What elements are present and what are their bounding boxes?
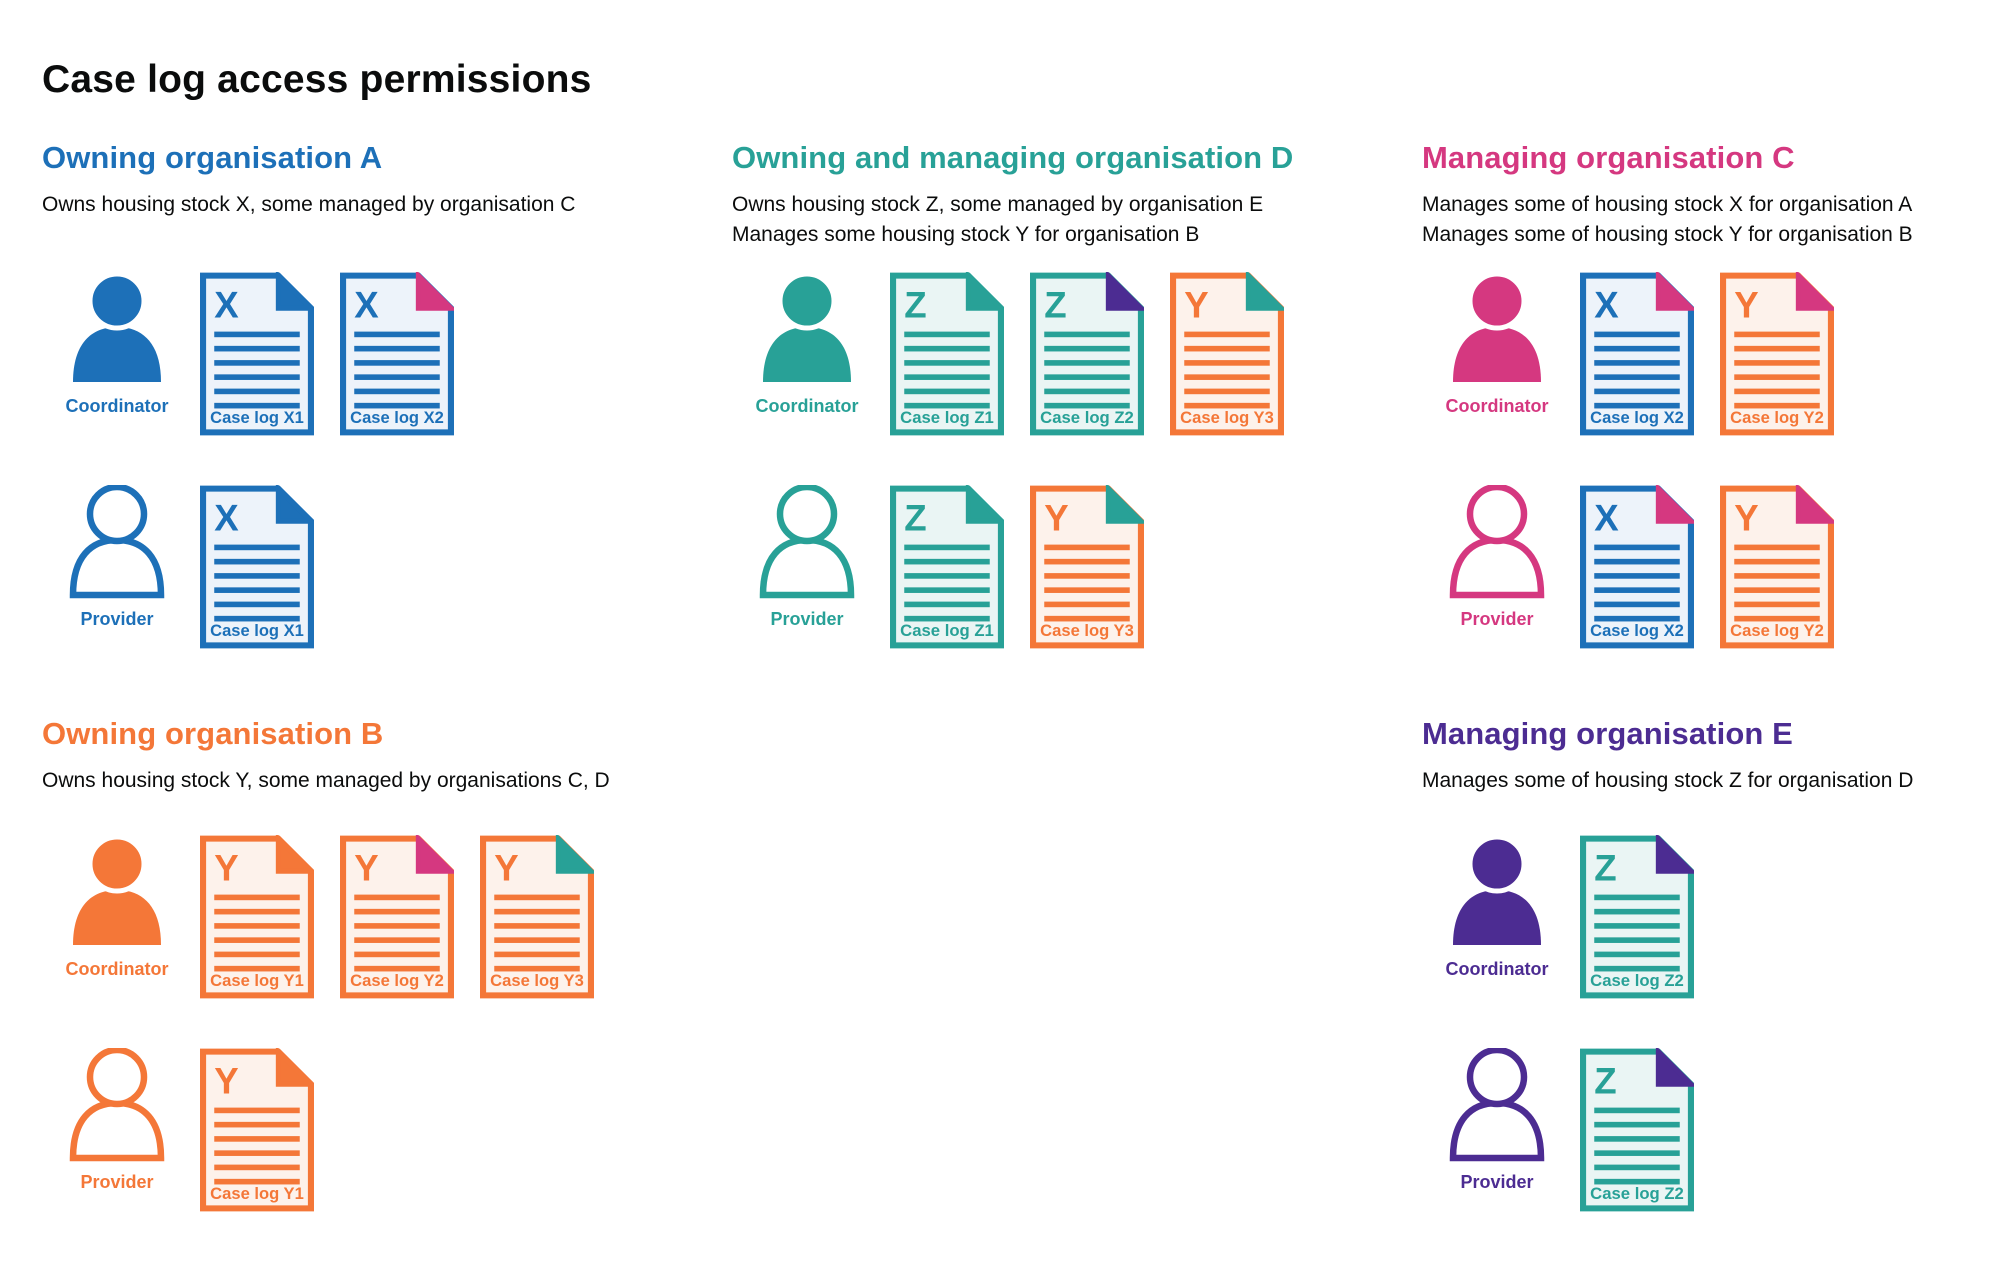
doc-text-line: [904, 346, 990, 352]
doc-text-line: [214, 374, 300, 380]
doc-text-line: [1044, 360, 1130, 366]
person-head: [780, 487, 834, 541]
doc-stock-letter: X: [214, 284, 239, 326]
doc-stock-letter: Y: [214, 847, 239, 889]
doc-text-line: [1044, 403, 1130, 409]
section-description: [732, 190, 1263, 250]
doc-text-line: [1044, 389, 1130, 395]
doc-caption: Case log X1: [210, 409, 304, 428]
person-coordinator-icon: [65, 272, 169, 386]
section-heading: Owning organisation A: [42, 140, 383, 175]
section-description: [1422, 190, 1913, 250]
person-head: [90, 1050, 144, 1104]
section-org-d: [732, 140, 1392, 641]
doc-text-line: [1594, 923, 1680, 929]
section-description-line: Manages some of housing stock Z for organisation D: [1422, 769, 1914, 792]
doc-text-line: [214, 1165, 300, 1171]
section-org-e: [1422, 716, 2000, 1204]
doc-stock-letter: Y: [354, 847, 379, 889]
doc-text-line: [1734, 602, 1820, 608]
person-coordinator: [1422, 835, 1572, 980]
doc-text-line: [354, 952, 440, 958]
role-permission-row: [732, 485, 1284, 698]
doc-stock-letter: Z: [904, 497, 927, 539]
doc-caption: Case log Y3: [1180, 409, 1274, 428]
doc-text-line: [494, 895, 580, 901]
doc-text-line: [354, 332, 440, 338]
doc-text-line: [214, 602, 300, 608]
doc-text-line: [1184, 360, 1270, 366]
person-provider: [732, 485, 882, 630]
doc-text-line: [214, 952, 300, 958]
doc-text-line: [904, 587, 990, 593]
doc-corner-fold: [278, 489, 311, 522]
doc-text-line: [1734, 374, 1820, 380]
doc-text-line: [214, 573, 300, 579]
doc-stock-letter: Y: [1734, 284, 1759, 326]
doc-text-line: [354, 895, 440, 901]
doc-corner-fold: [1658, 839, 1691, 872]
doc-text-line: [354, 389, 440, 395]
doc-stock-letter: X: [1594, 284, 1619, 326]
doc-text-line: [1594, 952, 1680, 958]
person-role-label: Coordinator: [755, 396, 859, 416]
person-head: [90, 837, 144, 891]
doc-text-line: [214, 1150, 300, 1156]
doc-caption: Case log Y3: [1040, 622, 1134, 641]
person-head: [1470, 837, 1524, 891]
doc-text-line: [1734, 616, 1820, 622]
person-role-label: Coordinator: [1445, 396, 1549, 416]
section-description-line: Manages some housing stock Y for organisation B: [732, 223, 1200, 246]
doc-text-line: [1594, 616, 1680, 622]
doc-stock-letter: Y: [1044, 497, 1069, 539]
doc-text-line: [214, 1122, 300, 1128]
person-provider-icon: [1445, 1048, 1549, 1162]
doc-caption: Case log Y1: [210, 972, 304, 991]
role-permission-row: [1422, 485, 1834, 698]
case-log-docs: [1580, 835, 1694, 999]
case-log-docs: [1580, 1048, 1694, 1212]
section-description-line: Owns housing stock Z, some managed by organisation E: [732, 193, 1264, 216]
doc-text-line: [904, 374, 990, 380]
section-heading: Managing organisation C: [1422, 140, 1795, 175]
doc-text-line: [1594, 559, 1680, 565]
doc-text-line: [1044, 374, 1130, 380]
case-log-doc-icon: [1030, 485, 1144, 649]
doc-caption: Case log Y1: [210, 1185, 304, 1204]
case-log-docs: [200, 1048, 314, 1212]
doc-caption: Case log Z2: [1590, 1185, 1684, 1204]
doc-text-line: [354, 374, 440, 380]
doc-caption: Case log X1: [210, 622, 304, 641]
person-body: [73, 890, 161, 945]
person-role-label: Provider: [1460, 609, 1534, 629]
doc-text-line: [1184, 346, 1270, 352]
case-log-docs: [1580, 272, 1834, 436]
person-role-label: Provider: [1460, 1172, 1534, 1192]
doc-text-line: [1594, 573, 1680, 579]
doc-text-line: [1594, 1136, 1680, 1142]
section-description: [42, 766, 610, 796]
case-log-docs: [890, 485, 1144, 649]
case-log-doc-icon: [1580, 272, 1694, 436]
section-heading: Owning organisation B: [42, 716, 384, 751]
case-log-doc-icon: [1030, 272, 1144, 436]
section-description-line: Owns housing stock Y, some managed by organisations C, D: [42, 769, 610, 792]
doc-text-line: [354, 909, 440, 915]
doc-stock-letter: X: [214, 497, 239, 539]
person-head: [90, 274, 144, 328]
doc-corner-fold: [1658, 276, 1691, 309]
doc-text-line: [1594, 937, 1680, 943]
doc-text-line: [214, 559, 300, 565]
person-body: [73, 540, 161, 595]
doc-corner-fold: [418, 839, 451, 872]
person-provider: [1422, 485, 1572, 630]
doc-text-line: [214, 895, 300, 901]
role-permission-row: [42, 485, 454, 698]
doc-text-line: [1184, 389, 1270, 395]
doc-corner-fold: [1248, 276, 1281, 309]
doc-corner-fold: [278, 276, 311, 309]
doc-text-line: [1594, 1165, 1680, 1171]
case-log-docs: [200, 272, 454, 436]
doc-text-line: [1184, 332, 1270, 338]
doc-text-line: [214, 346, 300, 352]
person-body: [1453, 540, 1541, 595]
person-body: [763, 327, 851, 382]
person-coordinator-icon: [755, 272, 859, 386]
doc-text-line: [494, 909, 580, 915]
section-description-line: Manages some of housing stock Y for organisation B: [1422, 223, 1913, 246]
doc-corner-fold: [278, 839, 311, 872]
person-coordinator-icon: [1445, 272, 1549, 386]
doc-caption: Case log Z2: [1590, 972, 1684, 991]
doc-text-line: [1734, 360, 1820, 366]
person-role-label: Provider: [80, 609, 154, 629]
case-log-docs: [1580, 485, 1834, 649]
case-log-docs: [890, 272, 1284, 436]
doc-caption: Case log Y3: [490, 972, 584, 991]
doc-text-line: [1734, 573, 1820, 579]
doc-stock-letter: Y: [214, 1060, 239, 1102]
doc-text-line: [904, 573, 990, 579]
doc-text-line: [214, 403, 300, 409]
person-body: [1453, 890, 1541, 945]
role-permission-row: [1422, 835, 1694, 1048]
permission-rows: [1422, 272, 1834, 698]
section-org-b: [42, 716, 702, 1204]
doc-caption: Case log Y2: [1730, 409, 1824, 428]
doc-text-line: [904, 545, 990, 551]
doc-text-line: [1734, 403, 1820, 409]
doc-stock-letter: X: [1594, 497, 1619, 539]
role-permission-row: [1422, 1048, 1694, 1261]
person-coordinator: [42, 835, 192, 980]
section-description: [42, 190, 575, 220]
person-role-label: Coordinator: [65, 396, 169, 416]
case-log-doc-icon: [1720, 272, 1834, 436]
doc-text-line: [354, 966, 440, 972]
doc-caption: Case log Y2: [350, 972, 444, 991]
doc-corner-fold: [1108, 489, 1141, 522]
doc-caption: Case log Z2: [1040, 409, 1134, 428]
doc-text-line: [1184, 403, 1270, 409]
doc-text-line: [1734, 559, 1820, 565]
role-permission-row: [42, 835, 594, 1048]
person-head: [780, 274, 834, 328]
doc-text-line: [1594, 909, 1680, 915]
doc-text-line: [214, 1136, 300, 1142]
doc-text-line: [1594, 374, 1680, 380]
doc-stock-letter: Z: [1044, 284, 1067, 326]
doc-corner-fold: [1798, 276, 1831, 309]
doc-text-line: [214, 937, 300, 943]
role-permission-row: [1422, 272, 1834, 485]
case-log-doc-icon: [1720, 485, 1834, 649]
doc-text-line: [904, 559, 990, 565]
doc-text-line: [904, 403, 990, 409]
section-description-line: Owns housing stock X, some managed by organisation C: [42, 193, 576, 216]
person-role-label: Coordinator: [65, 959, 169, 979]
doc-caption: Case log X2: [1590, 409, 1684, 428]
doc-text-line: [214, 389, 300, 395]
doc-text-line: [1594, 389, 1680, 395]
doc-text-line: [904, 332, 990, 338]
doc-text-line: [214, 360, 300, 366]
doc-text-line: [1044, 602, 1130, 608]
doc-text-line: [1044, 346, 1130, 352]
doc-text-line: [354, 403, 440, 409]
person-provider-icon: [1445, 485, 1549, 599]
doc-text-line: [904, 616, 990, 622]
case-log-doc-icon: [200, 835, 314, 999]
doc-text-line: [354, 937, 440, 943]
doc-text-line: [494, 923, 580, 929]
person-role-label: Coordinator: [1445, 959, 1549, 979]
doc-stock-letter: Z: [1594, 847, 1617, 889]
doc-caption: Case log X2: [1590, 622, 1684, 641]
doc-text-line: [1044, 616, 1130, 622]
doc-text-line: [1594, 360, 1680, 366]
doc-text-line: [214, 923, 300, 929]
person-coordinator: [732, 272, 882, 417]
doc-corner-fold: [418, 276, 451, 309]
doc-text-line: [1594, 1122, 1680, 1128]
doc-text-line: [1734, 332, 1820, 338]
doc-text-line: [1594, 346, 1680, 352]
role-permission-row: [732, 272, 1284, 485]
case-log-doc-icon: [890, 272, 1004, 436]
case-log-doc-icon: [200, 485, 314, 649]
doc-text-line: [214, 909, 300, 915]
doc-text-line: [1594, 545, 1680, 551]
case-log-doc-icon: [890, 485, 1004, 649]
doc-text-line: [1734, 346, 1820, 352]
section-heading: Owning and managing organisation D: [732, 140, 1294, 175]
doc-text-line: [1734, 587, 1820, 593]
section-org-c: [1422, 140, 2000, 641]
case-log-doc-icon: [1580, 835, 1694, 999]
person-head: [1470, 274, 1524, 328]
person-coordinator-icon: [65, 835, 169, 949]
person-body: [763, 540, 851, 595]
person-coordinator: [42, 272, 192, 417]
person-head: [1470, 1050, 1524, 1104]
role-permission-row: [42, 1048, 594, 1261]
person-provider-icon: [65, 1048, 169, 1162]
doc-text-line: [354, 360, 440, 366]
doc-stock-letter: Z: [1594, 1060, 1617, 1102]
doc-corner-fold: [968, 489, 1001, 522]
person-body: [1453, 327, 1541, 382]
doc-corner-fold: [558, 839, 591, 872]
doc-text-line: [214, 616, 300, 622]
doc-corner-fold: [968, 276, 1001, 309]
doc-stock-letter: Y: [494, 847, 519, 889]
section-description-line: Manages some of housing stock X for organisation A: [1422, 193, 1913, 216]
case-log-doc-icon: [340, 272, 454, 436]
doc-text-line: [214, 1179, 300, 1185]
person-body: [73, 1103, 161, 1158]
doc-text-line: [1734, 545, 1820, 551]
doc-text-line: [1594, 1150, 1680, 1156]
doc-caption: Case log Z1: [900, 409, 994, 428]
section-heading: Managing organisation E: [1422, 716, 1793, 751]
person-provider-icon: [65, 485, 169, 599]
permission-rows: [42, 272, 454, 698]
doc-text-line: [1594, 587, 1680, 593]
doc-text-line: [1044, 573, 1130, 579]
doc-text-line: [214, 332, 300, 338]
doc-stock-letter: Z: [904, 284, 927, 326]
person-head: [1470, 487, 1524, 541]
person-provider-icon: [755, 485, 859, 599]
doc-corner-fold: [1658, 1052, 1691, 1085]
doc-text-line: [354, 923, 440, 929]
person-provider: [42, 485, 192, 630]
person-body: [73, 327, 161, 382]
doc-text-line: [214, 966, 300, 972]
doc-text-line: [904, 602, 990, 608]
doc-text-line: [214, 545, 300, 551]
doc-text-line: [1044, 332, 1130, 338]
doc-text-line: [1184, 374, 1270, 380]
doc-text-line: [494, 937, 580, 943]
permission-rows: [732, 272, 1284, 698]
case-log-doc-icon: [1580, 485, 1694, 649]
case-log-doc-icon: [1580, 1048, 1694, 1212]
person-provider: [42, 1048, 192, 1193]
person-body: [1453, 1103, 1541, 1158]
doc-text-line: [1594, 1179, 1680, 1185]
doc-text-line: [1594, 966, 1680, 972]
section-org-a: [42, 140, 702, 641]
doc-text-line: [214, 587, 300, 593]
person-coordinator-icon: [1445, 835, 1549, 949]
doc-corner-fold: [278, 1052, 311, 1085]
doc-text-line: [1734, 389, 1820, 395]
doc-corner-fold: [1798, 489, 1831, 522]
person-role-label: Provider: [80, 1172, 154, 1192]
doc-corner-fold: [1108, 276, 1141, 309]
role-permission-row: [42, 272, 454, 485]
person-head: [90, 487, 144, 541]
case-log-doc-icon: [480, 835, 594, 999]
person-provider: [1422, 1048, 1572, 1193]
doc-caption: Case log Y2: [1730, 622, 1824, 641]
case-log-docs: [200, 835, 594, 999]
person-role-label: Provider: [770, 609, 844, 629]
doc-text-line: [1594, 403, 1680, 409]
case-log-doc-icon: [340, 835, 454, 999]
case-log-doc-icon: [200, 1048, 314, 1212]
doc-text-line: [904, 389, 990, 395]
page-title: Case log access permissions: [42, 58, 592, 102]
permission-rows: [1422, 835, 1694, 1261]
doc-text-line: [1594, 895, 1680, 901]
doc-text-line: [494, 952, 580, 958]
doc-text-line: [214, 1108, 300, 1114]
doc-caption: Case log X2: [350, 409, 444, 428]
doc-text-line: [1594, 332, 1680, 338]
doc-text-line: [1044, 559, 1130, 565]
permission-rows: [42, 835, 594, 1261]
doc-text-line: [494, 966, 580, 972]
doc-caption: Case log Z1: [900, 622, 994, 641]
doc-text-line: [1594, 1108, 1680, 1114]
case-log-docs: [200, 485, 314, 649]
doc-text-line: [1044, 545, 1130, 551]
case-log-doc-icon: [1170, 272, 1284, 436]
doc-stock-letter: Y: [1734, 497, 1759, 539]
doc-corner-fold: [1658, 489, 1691, 522]
doc-text-line: [904, 360, 990, 366]
person-coordinator: [1422, 272, 1572, 417]
case-log-doc-icon: [200, 272, 314, 436]
doc-text-line: [354, 346, 440, 352]
section-description: [1422, 766, 1913, 796]
doc-stock-letter: X: [354, 284, 379, 326]
doc-stock-letter: Y: [1184, 284, 1209, 326]
doc-text-line: [1044, 587, 1130, 593]
doc-text-line: [1594, 602, 1680, 608]
